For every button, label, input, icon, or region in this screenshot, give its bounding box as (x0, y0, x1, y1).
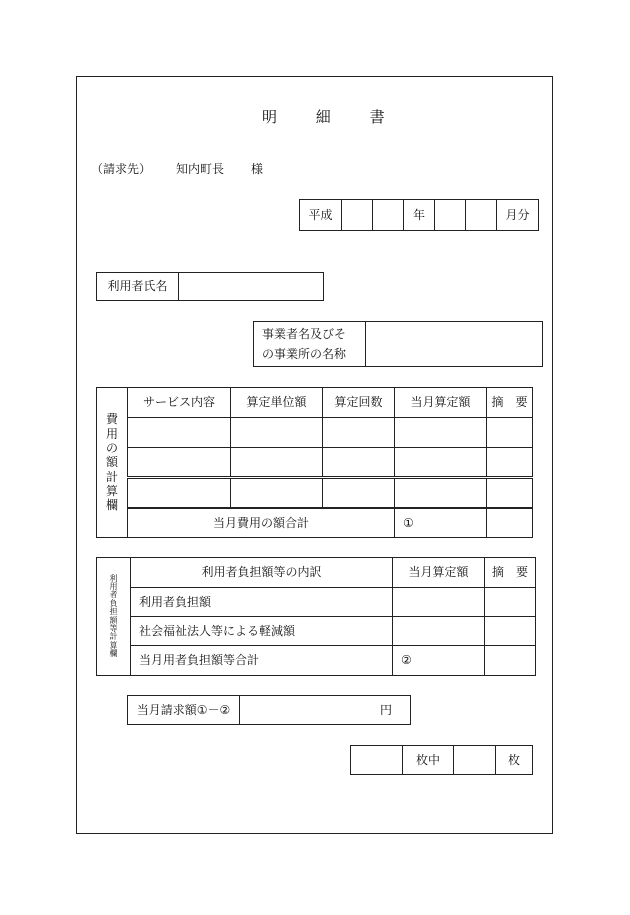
cost-cell[interactable] (128, 418, 231, 448)
title-char: 明 (262, 108, 278, 126)
provider-box (253, 321, 543, 367)
header-burden-amount: 当月算定額 (393, 558, 485, 588)
burden-side-char: 負 (109, 598, 118, 608)
user-name-label: 利用者氏名 (97, 273, 179, 301)
burden-side-char: 欄 (109, 649, 118, 659)
cost-side-char: 算 (105, 484, 118, 499)
header-service: サービス内容 (128, 388, 231, 418)
billing-label: （請求先） (91, 162, 152, 176)
burden-row-note[interactable] (485, 646, 536, 676)
year-digit-2[interactable] (373, 200, 404, 231)
cost-side-char: の (105, 440, 118, 455)
cost-side-char: 費 (105, 412, 118, 427)
cost-cell[interactable] (323, 418, 395, 448)
title-char: 細 (315, 108, 331, 126)
cost-cell[interactable] (231, 478, 323, 508)
title-char: 書 (369, 108, 385, 126)
header-burden-breakdown: 利用者負担額等の内訳 (131, 558, 393, 588)
month-unit: 月分 (497, 200, 539, 231)
burden-side-char: 等 (109, 623, 118, 633)
cost-cell[interactable] (487, 418, 533, 448)
claim-field[interactable] (240, 696, 411, 725)
cost-cell[interactable] (231, 448, 323, 478)
burden-row-amount[interactable]: ② (393, 646, 485, 676)
billing-honorific: 様 (251, 162, 264, 176)
date-boxes (299, 199, 539, 231)
header-month-amount: 当月算定額 (395, 388, 487, 418)
year-digit-1[interactable] (342, 200, 373, 231)
cost-total-remarks[interactable] (487, 508, 533, 538)
burden-row-amount[interactable] (393, 588, 485, 617)
page-unit: 枚 (496, 746, 533, 775)
burden-side-char: 利 (109, 573, 118, 583)
cost-side-char: 欄 (105, 498, 118, 513)
document-title (262, 110, 385, 125)
burden-row-label: 社会福祉法人等による軽減額 (131, 617, 393, 646)
era-label: 平成 (300, 200, 342, 231)
cost-cell[interactable] (128, 448, 231, 478)
page-number-field[interactable] (351, 746, 403, 775)
month-digit-1[interactable] (435, 200, 466, 231)
burden-side-char: 算 (109, 640, 118, 650)
header-unit-amount: 算定単位額 (231, 388, 323, 418)
burden-side-char: 担 (109, 607, 118, 617)
header-remarks: 摘 要 (487, 388, 533, 418)
user-name-box (96, 272, 324, 301)
cost-cell[interactable] (487, 448, 533, 478)
cost-side-char: 計 (105, 469, 118, 484)
burden-row-amount[interactable] (393, 617, 485, 646)
burden-side-char: 用 (109, 581, 118, 591)
cost-cell[interactable] (231, 418, 323, 448)
cost-cell[interactable] (395, 478, 487, 508)
burden-side-char: 額 (109, 615, 118, 625)
provider-field[interactable] (366, 322, 543, 367)
header-burden-remarks: 摘 要 (485, 558, 536, 588)
burden-row-note[interactable] (485, 617, 536, 646)
cost-cell[interactable] (395, 418, 487, 448)
cost-total-mark[interactable]: ① (395, 508, 487, 538)
month-digit-2[interactable] (466, 200, 497, 231)
burden-calculation-table (96, 557, 536, 676)
cost-calculation-table (96, 387, 533, 538)
claim-label: 当月請求額①－② (128, 696, 240, 725)
page-count-box (350, 745, 533, 775)
provider-label-line1: 事業者名及びそ (262, 326, 347, 341)
burden-side-char: 者 (109, 590, 118, 600)
burden-row-note[interactable] (485, 588, 536, 617)
claim-amount-box (127, 695, 411, 725)
cost-cell[interactable] (395, 448, 487, 478)
cost-cell[interactable] (128, 478, 231, 508)
cost-cell[interactable] (323, 478, 395, 508)
cost-cell[interactable] (323, 448, 395, 478)
page-total-field[interactable] (454, 746, 496, 775)
provider-label-line2: の事業所の名称 (262, 347, 347, 361)
header-count: 算定回数 (323, 388, 395, 418)
page-of-label: 枚中 (403, 746, 454, 775)
billing-recipient: 知内町長 (176, 162, 225, 176)
cost-side-char: 用 (105, 426, 118, 441)
cost-side-label (97, 388, 128, 538)
cost-total-label: 当月費用の額合計 (128, 508, 395, 538)
cost-side-char: 額 (105, 455, 118, 470)
burden-row-label: 利用者負担額 (131, 588, 393, 617)
provider-label (254, 322, 366, 367)
burden-side-char: 計 (109, 632, 118, 642)
cost-cell[interactable] (487, 478, 533, 508)
user-name-field[interactable] (179, 273, 324, 301)
yen-unit: 円 (379, 702, 392, 717)
burden-side-label (97, 558, 131, 676)
year-unit: 年 (404, 200, 435, 231)
burden-row-label: 当月用者負担額等合計 (131, 646, 393, 676)
